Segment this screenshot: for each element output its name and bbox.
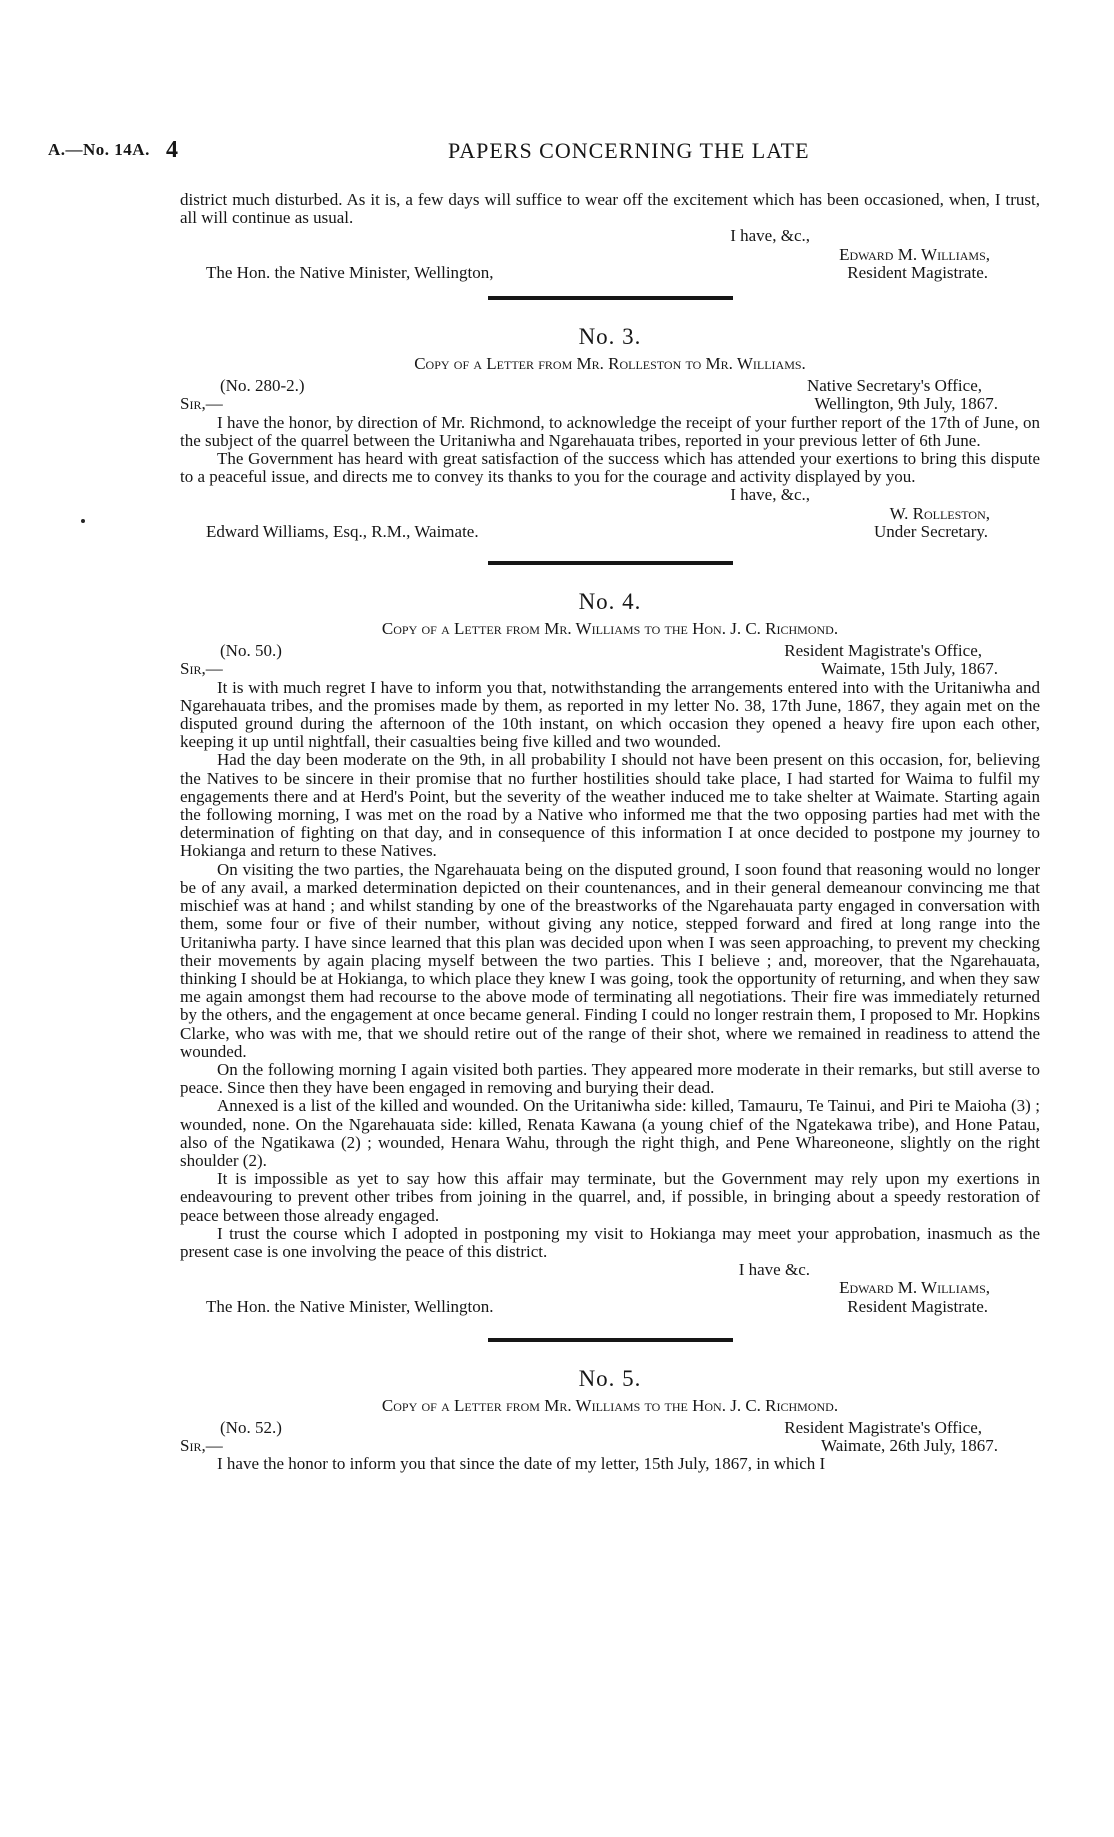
letter-office: Resident Magistrate's Office, xyxy=(784,641,982,661)
letter-reference: (No. 52.) xyxy=(220,1417,282,1437)
salutation-row xyxy=(180,660,1040,678)
letter-office: Native Secretary's Office, xyxy=(806,376,982,396)
reference-row xyxy=(180,1419,1040,1437)
letter-reference: (No. 50.) xyxy=(220,641,282,661)
closing-line: I have, &c., xyxy=(730,485,810,505)
addressee: Edward Williams, Esq., R.M., Waimate. xyxy=(206,521,479,541)
letter-paragraph: The Government has heard with great satisfaction of the success which has attended your exertions to bring this dispute to a peaceful issue, and directs me to convey its thanks to you for the courage and activity displayed by you. xyxy=(180,449,1040,487)
letter-no-4 xyxy=(180,589,1040,1316)
letter-title: Copy of a Letter from Mr. Williams to the Hon. J. C. Richmond. xyxy=(381,619,839,639)
letter-paragraph: Had the day been moderate on the 9th, in all probability I should not have been present on this occasion, for, believing the Natives to be sincere in their promise that no further hostilities should take place, I had started for Waima to fulfil my engagements there and at Herd's Point, but the severity of the weather induced me to take shelter at Waimate. Starting again the following morning, I was met on the road by a Native who informed me that the two opposing parties had met with the determination of fighting on that day, and in consequence of this information I at once decided to postpone my journey to Hokianga and return to these Natives. xyxy=(180,750,1040,861)
section-divider xyxy=(488,561,733,565)
addressee-row xyxy=(180,264,1040,282)
letter-date: Wellington, 9th July, 1867. xyxy=(814,394,998,414)
letter-paragraph: I have the honor to inform you that since the date of my letter, 15th July, 1867, in which I xyxy=(217,1454,826,1474)
letter-number: No. 4. xyxy=(578,589,642,615)
letter-title: Copy of a Letter from Mr. Williams to the Hon. J. C. Richmond. xyxy=(381,1395,839,1415)
signature-name: Edward M. Williams, xyxy=(839,1278,990,1298)
letter-reference: (No. 280-2.) xyxy=(220,376,305,396)
letter-office: Resident Magistrate's Office, xyxy=(784,1417,982,1437)
page-title: PAPERS CONCERNING THE LATE xyxy=(448,138,810,163)
letter-number: No. 3. xyxy=(578,324,642,350)
letter-paragraph: On visiting the two parties, the Ngarehauata being on the disputed ground, I soon found that reasoning would no longer be of any avail, a marked determination depicted on their countenances, and in their general demeanour convincing me that mischief was at hand ; and whilst standing by one of the breastworks of the Ngarehauata party engaged in conversation with them, some four or five of their number, without giving any notice, stepped forward and fired at long range into the Uritaniwha party. I have since learned that this plan was decided upon when I was seen approaching, to prevent my checking their movements by again placing myself between the two parties. This I believe ; and, moreover, that the Ngarehauata, thinking I should be at Hokianga, to which place they knew I was going, took the opportunity of returning, and when they saw me again amongst them had recourse to the above mode of terminating all negotiations. Their fire was immediately returned by the others, and the engagement at once became general. Finding I could no longer restrain them, I proposed to Mr. Hopkins Clarke, who was with me, that we should retire out of the range of their shot, where we remained in readiness to attend the wounded. xyxy=(180,859,1040,1061)
signature-name: Edward M. Williams, xyxy=(839,244,990,264)
letter-paragraph: On the following morning I again visited both parties. They appeared more moderate in their remarks, but still averse to peace. Since then they have been engaged in removing and burying their dead. xyxy=(180,1059,1040,1098)
document-reference: A.—No. 14A. xyxy=(48,140,150,159)
letter-number: No. 5. xyxy=(578,1365,642,1391)
addressee-row xyxy=(180,1298,1040,1316)
salutation: Sir,— xyxy=(180,1436,223,1456)
signature-title: Resident Magistrate. xyxy=(847,1296,988,1316)
signature-title: Resident Magistrate. xyxy=(847,262,988,282)
reference-row xyxy=(180,377,1040,395)
letter-title: Copy of a Letter from Mr. Rolleston to Mr. Williams. xyxy=(414,354,806,374)
margin-mark xyxy=(81,519,85,523)
section-divider xyxy=(488,296,733,300)
salutation-row xyxy=(180,1437,1040,1455)
continuation-paragraph: district much disturbed. As it is, a few days will suffice to wear off the excitement which has been occasioned, when, I trust, all will continue as usual. xyxy=(180,190,1040,228)
addressee: The Hon. the Native Minister, Wellington. xyxy=(206,1296,494,1316)
letter-no-5 xyxy=(180,1366,1040,1474)
salutation: Sir,— xyxy=(180,659,223,679)
salutation-row xyxy=(180,395,1040,413)
letter-paragraph: Annexed is a list of the killed and wounded. On the Uritaniwha side: killed, Tamauru, Te Tainui, and Piri te Maioha (3) ; wounded, none. On the Ngarehauata side: killed, Renata Kawana (a young chief of the Ngatekawa tribe), and Hone Patau, also of the Ngatikawa (2) ; wounded, Henara Wahu, through the right thigh, and Pene Whareoneone, slightly on the right shoulder (2). xyxy=(180,1096,1040,1170)
addressee: The Hon. the Native Minister, Wellington, xyxy=(206,262,494,282)
closing-line: I have &c. xyxy=(738,1260,810,1280)
closing-line: I have, &c., xyxy=(730,226,810,246)
letter-no-3 xyxy=(180,324,1040,541)
reference-row xyxy=(180,642,1040,660)
letter-paragraph: I trust the course which I adopted in postponing my visit to Hokianga may meet your approbation, inasmuch as the present case is one involving the peace of this district. xyxy=(180,1223,1040,1261)
section-divider xyxy=(488,1338,733,1342)
addressee-row xyxy=(180,523,1040,541)
letter-paragraph: It is impossible as yet to say how this affair may terminate, but the Government may rely upon my exertions in endeavouring to prevent other tribes from joining in the quarrel, and, if possible, in bringing about a speedy restoration of peace between those already engaged. xyxy=(180,1169,1040,1225)
signature-title: Under Secretary. xyxy=(873,521,988,541)
letter-date: Waimate, 26th July, 1867. xyxy=(821,1436,998,1456)
signature-name: W. Rolleston, xyxy=(889,503,990,523)
salutation: Sir,— xyxy=(180,394,223,414)
page-body xyxy=(180,191,1040,1474)
page-number: 4 xyxy=(166,137,178,163)
letter-date: Waimate, 15th July, 1867. xyxy=(821,659,998,679)
continuation-section xyxy=(180,191,1040,282)
letter-paragraph: I have the honor, by direction of Mr. Richmond, to acknowledge the receipt of your further report of the 17th of June, on the subject of the quarrel between the Uritaniwha and Ngarehauata tribes, reported in your previous letter of 6th June. xyxy=(180,412,1040,450)
running-header xyxy=(48,139,1058,165)
letter-paragraph: It is with much regret I have to inform you that, notwithstanding the arrangements entered into with the Uritaniwha and Ngarehauata tribes, and the promises made by them, as reported in my letter No. 38, 17th June, 1867, they again met on the disputed ground during the afternoon of the 10th instant, on which occasion they opened a heavy fire upon each other, keeping it up until nightfall, their casualties being five killed and two wounded. xyxy=(180,677,1040,752)
